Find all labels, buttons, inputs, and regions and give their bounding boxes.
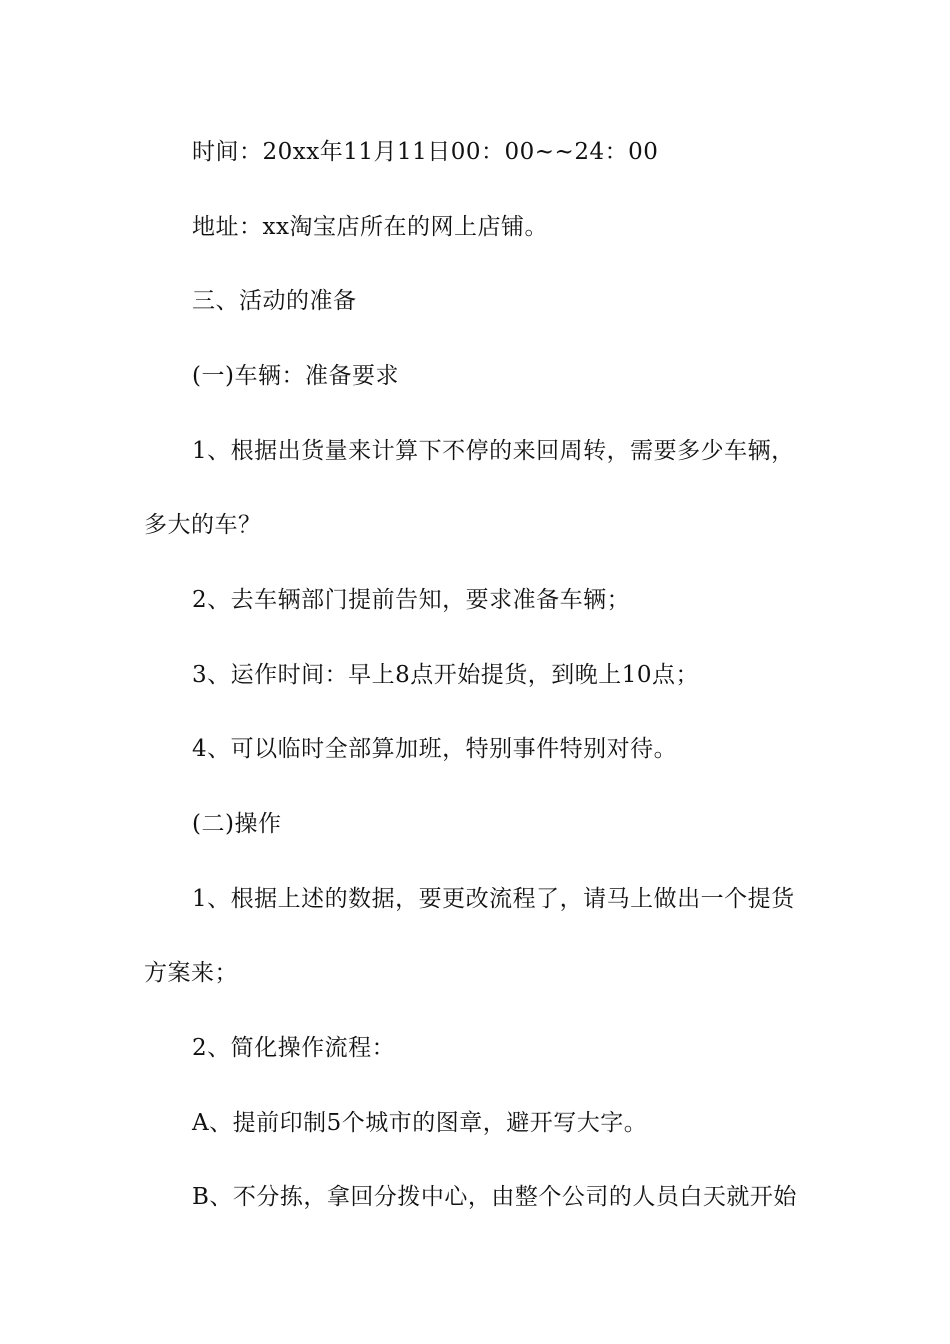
paragraph-line: 2、简化操作流程：	[192, 1035, 396, 1061]
subsection-heading-operations: (二)操作	[192, 811, 282, 837]
paragraph-line: B、不分拣，拿回分拨中心，由整个公司的人员白天就开始	[192, 1184, 797, 1210]
paragraph-line-continued: 方案来；	[144, 960, 238, 986]
event-time-line: 时间：20xx年11月11日00：00~~24：00	[192, 139, 659, 165]
section-heading: 三、活动的准备	[192, 288, 357, 314]
paragraph-line: 1、根据出货量来计算下不停的来回周转，需要多少车辆，	[192, 438, 795, 464]
paragraph-line: 2、去车辆部门提前告知，要求准备车辆；	[192, 587, 631, 613]
event-address-line: 地址：xx淘宝店所在的网上店铺。	[192, 214, 548, 240]
paragraph-line-continued: 多大的车？	[144, 512, 262, 538]
paragraph-line: 4、可以临时全部算加班，特别事件特别对待。	[192, 736, 678, 762]
paragraph-line: 3、运作时间：早上8点开始提货，到晚上10点；	[192, 662, 700, 688]
subsection-heading-vehicles: (一)车辆：准备要求	[192, 363, 399, 389]
paragraph-line: A、提前印制5个城市的图章，避开写大字。	[192, 1110, 648, 1136]
paragraph-line: 1、根据上述的数据，要更改流程了，请马上做出一个提货	[192, 886, 795, 912]
